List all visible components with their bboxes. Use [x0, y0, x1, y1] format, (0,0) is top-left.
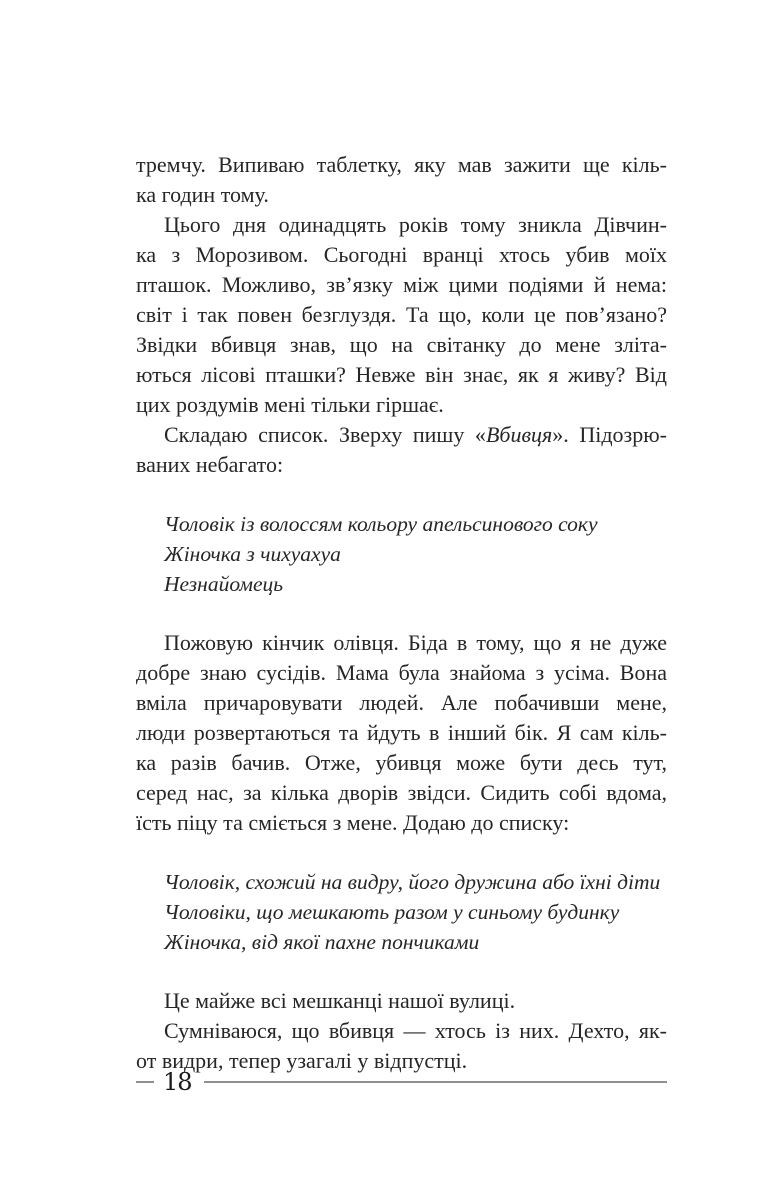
text-line: вміла причаровувати людей. Але побачивши мене,	[136, 690, 667, 715]
text-line: пташок. Можливо, зв’язку між цими подіями й нема:	[136, 272, 667, 297]
text-line: Звідки вбивця знав, що на світанку до мене зліта-	[136, 332, 667, 357]
suspect-list	[136, 509, 667, 599]
paragraph	[136, 420, 667, 480]
text-line: Жіночка з чихуахуа	[164, 542, 341, 566]
text-line: Це майже всі мешканці нашої вулиці.	[164, 988, 516, 1013]
text-line: Складаю список. Зверху пишу «Вбивця». Підозрю-	[164, 422, 667, 447]
footer-rule	[204, 1081, 667, 1083]
text-line: ка разів бачив. Отже, убивця може бути десь тут,	[136, 750, 667, 775]
text-line: тремчу. Випиваю таблетку, яку мав зажити ще кіль-	[136, 152, 667, 177]
text-line: цих роздумів мені тільки гіршає.	[136, 392, 444, 417]
text-line: добре знаю сусідів. Мама була знайома з усіма. Вона	[136, 660, 667, 685]
paragraph	[136, 210, 667, 420]
text-line: ка з Морозивом. Сьогодні вранці хтось убив моїх	[136, 242, 667, 267]
suspect-list	[136, 867, 667, 957]
text-line: світ і так повен безглуздя. Та що, коли це пов’язано?	[136, 302, 667, 327]
paragraph	[136, 150, 667, 210]
text-line: ваних небагато:	[136, 452, 284, 477]
text-line: Цього дня одинадцять років тому зникла Дівчин-	[164, 212, 667, 237]
text-line: от видри, тепер узагалі у відпустці.	[136, 1048, 468, 1073]
text-line: серед нас, за кілька дворів звідси. Сидить собі вдома,	[136, 780, 667, 805]
page-number: 18	[163, 1068, 192, 1096]
text-line: їсть піцу та сміється з мене. Додаю до списку:	[136, 810, 570, 835]
text-line: Чоловіки, що мешкають разом у синьому будинку	[164, 900, 620, 924]
paragraph	[136, 628, 667, 838]
footer-dash-icon	[136, 1081, 154, 1083]
text-column	[136, 150, 667, 1076]
text-line: люди розвертаються та йдуть в інший бік. Я сам кіль-	[136, 720, 667, 745]
page-footer	[136, 1068, 667, 1096]
text-line: Незнайомець	[164, 572, 284, 596]
text-line: Пожовую кінчик олівця. Біда в тому, що я не дуже	[164, 630, 667, 655]
text-line: Чоловік, схожий на видру, його дружина або їхні діти	[164, 870, 661, 894]
paragraph	[136, 986, 667, 1016]
text-line: ка годин тому.	[136, 182, 269, 207]
text-line: ються лісові пташки? Невже він знає, як я живу? Від	[136, 362, 667, 387]
text-line: Чоловік із волоссям кольору апельсинового соку	[164, 512, 598, 536]
text-line: Сумніваюся, що вбивця — хтось із них. Дехто, як-	[164, 1018, 667, 1043]
paragraph	[136, 1016, 667, 1076]
text-line: Жіночка, від якої пахне пончиками	[164, 930, 480, 954]
